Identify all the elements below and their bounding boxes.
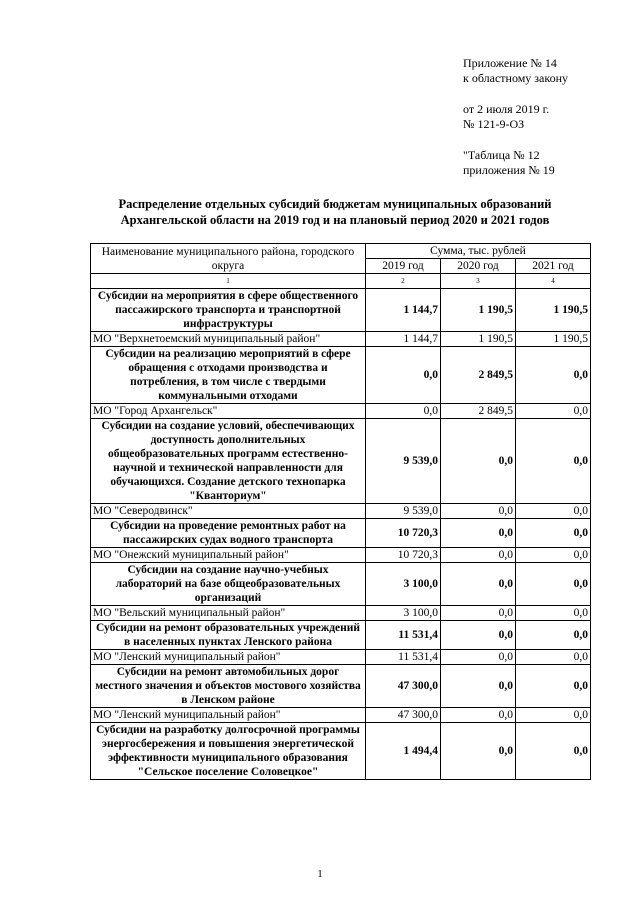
value-2020: 1 190,5 <box>441 332 516 347</box>
municipality-row <box>91 404 591 419</box>
value-2020: 0,0 <box>441 419 516 504</box>
value-2019: 3 100,0 <box>366 563 441 606</box>
title-line: Архангельской области на 2019 год и на плановый период 2020 и 2021 годов <box>120 213 550 227</box>
municipality-row <box>91 548 591 563</box>
title-line: Распределение отдельных субсидий бюджетам муниципальных образований <box>118 197 552 211</box>
value-2021: 0,0 <box>516 519 591 548</box>
subsidy-name: Субсидии на создание условий, обеспечивающих доступность дополнительных общеобразовательных программ естественно-научной и технической направленности для обучающихся. Создание детского технопарка "Кванториум" <box>91 419 366 504</box>
value-2021: 0,0 <box>516 548 591 563</box>
value-2020: 0,0 <box>441 665 516 708</box>
value-2019: 9 539,0 <box>366 504 441 519</box>
value-2019: 47 300,0 <box>366 665 441 708</box>
municipality-name: МО "Город Архангельск" <box>91 404 366 419</box>
column-number: 1 <box>91 274 366 289</box>
annex-line: приложения № 19 <box>463 163 555 177</box>
value-2021: 0,0 <box>516 650 591 665</box>
value-2020: 0,0 <box>441 519 516 548</box>
value-2020: 0,0 <box>441 723 516 780</box>
value-2019: 9 539,0 <box>366 419 441 504</box>
municipality-name: МО "Ленский муниципальный район" <box>91 708 366 723</box>
value-2019: 0,0 <box>366 347 441 404</box>
annex-line: Приложение № 14 <box>463 56 557 70</box>
value-2021: 0,0 <box>516 347 591 404</box>
subsidy-row <box>91 347 591 404</box>
subsidy-row <box>91 723 591 780</box>
municipality-name: МО "Онежский муниципальный район" <box>91 548 366 563</box>
subsidy-name: Субсидии на разработку долгосрочной программы энергосбережения и повышения энергетической эффективности муниципального образования "Сельское поселение Соловецкое" <box>91 723 366 780</box>
header-name-column: Наименование муниципального района, городского округа <box>91 244 366 274</box>
value-2020: 0,0 <box>441 708 516 723</box>
subsidy-name: Субсидии на ремонт образовательных учреждений в населенных пунктах Ленского района <box>91 621 366 650</box>
subsidy-name: Субсидии на реализацию мероприятий в сфере обращения с отходами производства и потребления, в том числе с твердыми коммунальными отходами <box>91 347 366 404</box>
column-number: 3 <box>441 274 516 289</box>
value-2019: 11 531,4 <box>366 621 441 650</box>
value-2021: 0,0 <box>516 723 591 780</box>
value-2021: 0,0 <box>516 665 591 708</box>
value-2019: 1 144,7 <box>366 289 441 332</box>
subsidy-row <box>91 419 591 504</box>
value-2021: 1 190,5 <box>516 289 591 332</box>
value-2019: 1 144,7 <box>366 332 441 347</box>
value-2021: 0,0 <box>516 606 591 621</box>
value-2019: 3 100,0 <box>366 606 441 621</box>
subsidy-row <box>91 563 591 606</box>
municipality-row <box>91 708 591 723</box>
header-year-2021: 2021 год <box>516 259 591 274</box>
municipality-row <box>91 332 591 347</box>
column-number: 4 <box>516 274 591 289</box>
value-2021: 0,0 <box>516 563 591 606</box>
value-2020: 0,0 <box>441 504 516 519</box>
annex-line: "Таблица № 12 <box>463 148 540 162</box>
annex-line: от 2 июля 2019 г. <box>463 102 550 116</box>
municipality-name: МО "Вельский муниципальный район" <box>91 606 366 621</box>
annex-line: № 121-9-ОЗ <box>463 117 525 131</box>
value-2021: 0,0 <box>516 708 591 723</box>
header-sum-column: Сумма, тыс. рублей <box>366 244 591 259</box>
subsidy-row <box>91 289 591 332</box>
municipality-name: МО "Верхнетоемский муниципальный район" <box>91 332 366 347</box>
column-number: 2 <box>366 274 441 289</box>
value-2021: 0,0 <box>516 504 591 519</box>
value-2020: 2 849,5 <box>441 347 516 404</box>
subsidy-name: Субсидии на мероприятия в сфере общественного пассажирского транспорта и транспортной инфраструктуры <box>91 289 366 332</box>
document-title <box>95 196 575 228</box>
value-2021: 0,0 <box>516 404 591 419</box>
subsidy-name: Субсидии на проведение ремонтных работ на пассажирских судах водного транспорта <box>91 519 366 548</box>
header-year-2019: 2019 год <box>366 259 441 274</box>
value-2020: 0,0 <box>441 621 516 650</box>
value-2019: 10 720,3 <box>366 548 441 563</box>
value-2021: 0,0 <box>516 419 591 504</box>
page-number: 1 <box>317 868 323 880</box>
subsidy-row <box>91 519 591 548</box>
subsidy-row <box>91 665 591 708</box>
value-2020: 1 190,5 <box>441 289 516 332</box>
value-2021: 1 190,5 <box>516 332 591 347</box>
value-2019: 11 531,4 <box>366 650 441 665</box>
value-2020: 0,0 <box>441 563 516 606</box>
value-2021: 0,0 <box>516 621 591 650</box>
value-2019: 0,0 <box>366 404 441 419</box>
municipality-row <box>91 504 591 519</box>
municipality-name: МО "Ленский муниципальный район" <box>91 650 366 665</box>
subsidy-name: Субсидии на ремонт автомобильных дорог местного значения и объектов мостового хозяйства в Ленском районе <box>91 665 366 708</box>
subsidy-row <box>91 621 591 650</box>
value-2020: 0,0 <box>441 650 516 665</box>
subsidies-table <box>90 243 591 780</box>
value-2020: 0,0 <box>441 606 516 621</box>
header-year-2020: 2020 год <box>441 259 516 274</box>
value-2019: 10 720,3 <box>366 519 441 548</box>
annex-line: к областному закону <box>463 71 569 85</box>
municipality-row <box>91 606 591 621</box>
value-2019: 1 494,4 <box>366 723 441 780</box>
value-2020: 2 849,5 <box>441 404 516 419</box>
municipality-name: МО "Северодвинск" <box>91 504 366 519</box>
value-2020: 0,0 <box>441 548 516 563</box>
subsidy-name: Субсидии на создание научно-учебных лабораторий на базе общеобразовательных организаций <box>91 563 366 606</box>
value-2019: 47 300,0 <box>366 708 441 723</box>
annex-header <box>463 56 633 178</box>
municipality-row <box>91 650 591 665</box>
